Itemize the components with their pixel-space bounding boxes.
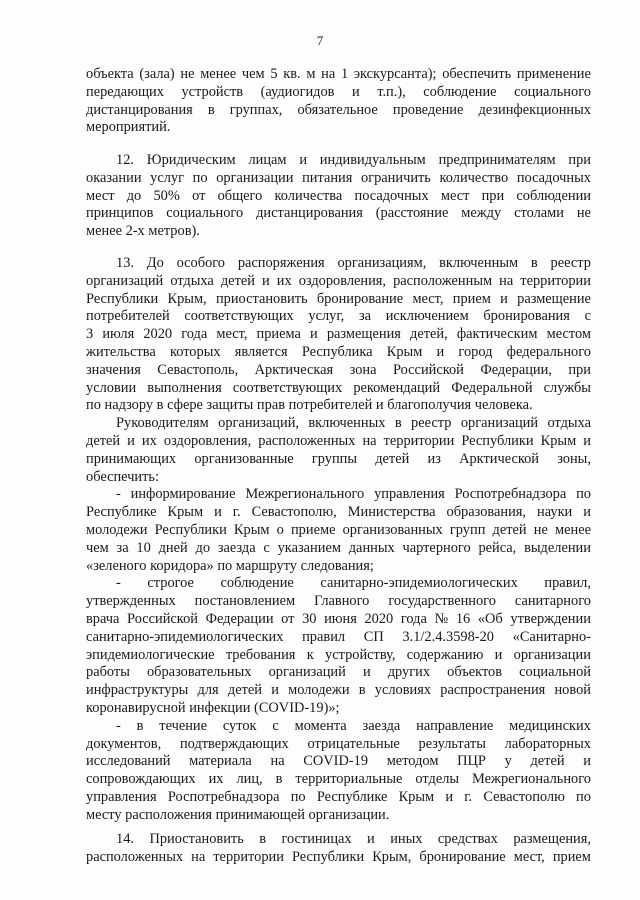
text-line: «зеленого коридора» по маршруту следования; (86, 557, 374, 574)
text-line: эпидемиологические требования к устройству, содержанию и организации (86, 646, 591, 663)
paragraph-13 (86, 255, 591, 825)
text-line: коронавирусной инфекции (COVID-19)»; (86, 699, 340, 716)
text-line: обеспечить: (86, 468, 159, 485)
text-line: потребителей соответствующих услуг, за исключением бронирования с (86, 308, 591, 325)
text-line: Руководителям организаций, включенных в реестр организаций отдыха (116, 415, 591, 432)
text-line: санитарно-эпидемиологических правил СП 3.1/2.4.3598-20 «Санитарно- (86, 628, 591, 645)
text-line: молодежи Республики Крым о приеме организованных групп детей не менее (86, 521, 591, 538)
text-line: жительства которых является Республика Крым и город федерального (86, 343, 591, 360)
text-line: по надзору в сфере защиты прав потребителей и благополучия человека. (86, 397, 533, 414)
text-line: 12. Юридическим лицам и индивидуальным предпринимателям при (116, 152, 591, 168)
text-line: документов, подтверждающих отрицательные результаты лабораторных (86, 735, 591, 752)
text-line: месту расположения принимающей организации. (86, 806, 390, 823)
text-line: 13. До особого распоряжения организациям, включенным в реестр (116, 255, 591, 271)
text-line: принципов социального дистанцирования (расстояние между столами не (86, 205, 591, 222)
text-line: менее 2-х метров). (86, 223, 200, 240)
text-line: принимающих организованные группы детей из Арктической зоны, (86, 450, 591, 467)
text-line: Республики Крым, приостановить бронирование мест, прием и размещение (86, 290, 591, 307)
text-line: исследований материала на COVID-19 методом ПЦР у детей и (86, 753, 591, 770)
page-number: 7 (316, 33, 324, 48)
text-line: дистанцирования в группах, обязательное проведение дезинфекционных (86, 101, 591, 118)
text-line: 14. Приостановить в гостиницах и иных средствах размещения, (116, 831, 591, 847)
text-line: инфраструктуры для детей и молодежи в условиях распространения новой (86, 682, 591, 699)
paragraph-14 (86, 831, 591, 867)
text-line: чем за 10 дней до заезда с указанием данных чартерного рейса, выделении (86, 539, 591, 556)
text-line: управления Роспотребнадзора по Республике Крым и г. Севастополю по (86, 788, 591, 805)
paragraph-continuation (86, 66, 591, 137)
text-line: мероприятий. (86, 119, 171, 136)
text-line: значения Севастополь, Арктическая зона Российской Федерации, при (86, 361, 591, 378)
text-line: - строгое соблюдение санитарно-эпидемиологических правил, (116, 575, 591, 592)
text-line: Республике Крым и г. Севастополю, Министерства образования, науки и (86, 504, 591, 521)
text-line: - в течение суток с момента заезда направление медицинских (116, 717, 591, 734)
text-line: 3 июля 2020 года мест, приема и размещения детей, фактическим местом (86, 326, 591, 343)
text-line: сопровождающих их лиц, в территориальные отделы Межрегионального (86, 771, 591, 788)
text-line: условии выполнения соответствующих рекомендаций Федеральной службы (86, 379, 591, 396)
text-line: детей и их оздоровления, расположенных на территории Республики Крым и (86, 432, 591, 449)
text-line: оказании услуг по организации питания ограничить количество посадочных (86, 169, 591, 186)
text-line: объекта (зала) не менее чем 5 кв. м на 1 экскурсанта); обеспечить применение (86, 66, 591, 82)
text-line: организаций отдыха детей и их оздоровления, расположенным на территории (86, 272, 591, 289)
text-line: работы образовательных организаций и других объектов социальной (86, 664, 591, 681)
text-line: мест до 50% от общего количества посадочных мест при соблюдении (86, 187, 591, 204)
text-line: врача Российской Федерации от 30 июня 2020 года № 16 «Об утверждении (86, 610, 591, 627)
text-line: утвержденных постановлением Главного государственного санитарного (86, 593, 591, 610)
text-line: передающих устройств (аудиогидов и т.п.), соблюдение социального (86, 83, 591, 100)
text-line: расположенных на территории Республики Крым, бронирование мест, прием (86, 848, 591, 865)
text-line: - информирование Межрегионального управления Роспотребнадзора по (116, 486, 591, 503)
paragraph-12 (86, 152, 591, 241)
